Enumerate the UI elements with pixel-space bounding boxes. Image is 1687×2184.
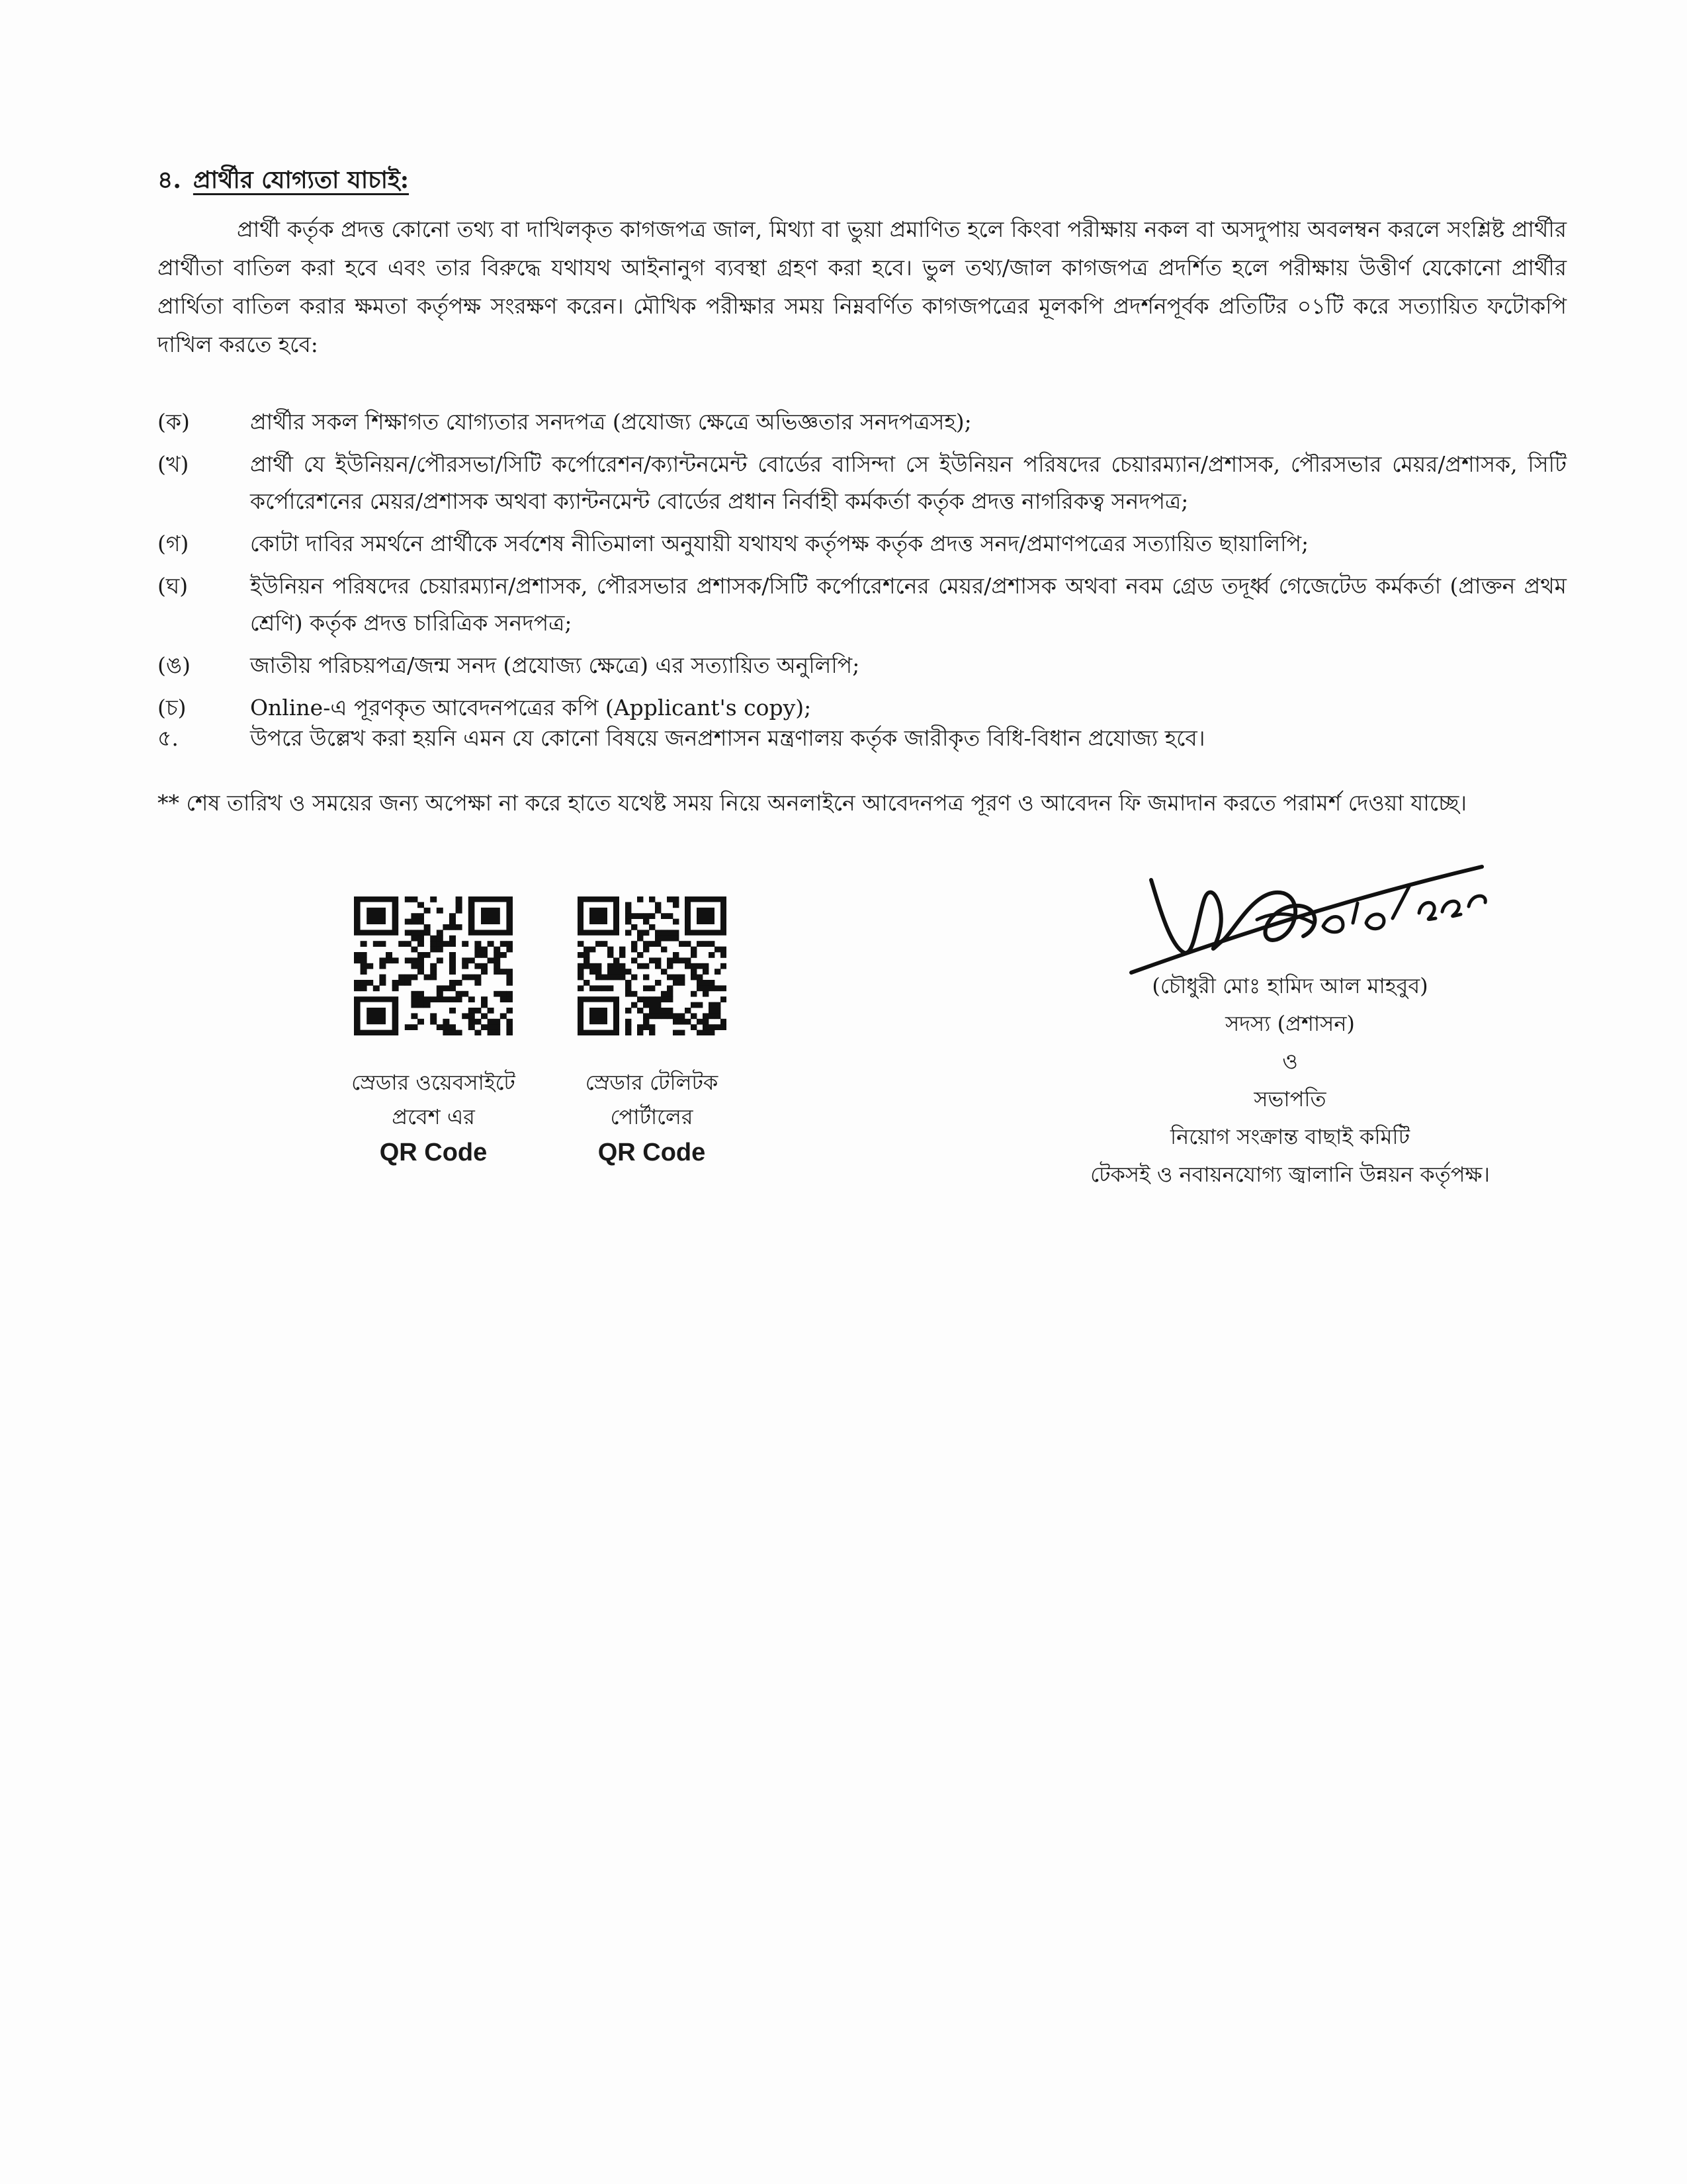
qr-caption-line: পোর্টালের [610,1104,693,1129]
list-item-text: ইউনিয়ন পরিষদের চেয়ারম্যান/প্রশাসক, পৌরসভার প্রশাসক/সিটি কর্পোরেশনের মেয়র/প্রশাসক অথবা নবম গ্রেড তদূর্ধ্ব গেজেটেড কর্মকর্তা (প্রাক্তন প্রথম শ্রেণি) কর্তৃক প্রদত্ত চারিত্রিক সনদপত্র; [250,573,1567,636]
section-5-number: ৫. [157,725,179,751]
section-4-title: প্রার্থীর যোগ্যতা যাচাই: [193,166,410,194]
list-item [157,647,1567,684]
qr-code-icon[interactable] [578,896,726,1035]
qr-caption-line: স্রেডার টেলিটক [585,1070,718,1095]
list-item-text: Online-এ পূরণকৃত আবেদনপত্রের কপি (Applicant's copy); [250,695,812,721]
list-item [157,568,1567,642]
list-item [157,446,1567,520]
signature-icon [1125,840,1495,979]
list-item-mark: (ঘ) [157,573,189,599]
signatory-role: সভাপতি [1254,1086,1326,1112]
section-5 [157,720,1567,757]
advice-note: ** শেষ তারিখ ও সময়ের জন্য অপেক্ষা না করে হাতে যথেষ্ট সময় নিয়ে অনলাইনে আবেদনপত্র পূরণ ও আবেদন ফি জমাদান করতে পরামর্শ দেওয়া যাচ্ছে। [157,790,1467,816]
list-item-text: জাতীয় পরিচয়পত্র/জন্ম সনদ (প্রযোজ্য ক্ষেত্রে) এর সত্যায়িত অনুলিপি; [250,652,860,678]
list-item [157,525,1567,562]
signatory-name: (চৌধুরী মোঃ হামিদ আল মাহবুব) [1152,973,1428,998]
list-item-mark: (চ) [157,695,187,721]
section-5-text: উপরে উল্লেখ করা হয়নি এমন যে কোনো বিষয়ে জনপ্রশাসন মন্ত্রণালয় কর্তৃক জারীকৃত বিধি-বিধান প্রযোজ্য হবে। [250,725,1205,751]
signatory-block [992,967,1588,1194]
signatory-conjunction: ও [1282,1049,1298,1074]
list-item-text: প্রার্থীর সকল শিক্ষাগত যোগ্যতার সনদপত্র (প্রযোজ্য ক্ষেত্রে অভিজ্ঞতার সনদপত্রসহ); [250,409,972,435]
list-item-mark: (খ) [157,451,189,477]
signatory-committee: নিয়োগ সংক্রান্ত বাছাই কমিটি [1170,1124,1410,1149]
qr-caption-line: স্রেডার ওয়েবসাইটে [351,1070,515,1095]
qr-caption [334,1065,533,1171]
qr-caption-line: প্রবেশ এর [392,1104,475,1129]
section-4-heading [157,162,409,202]
list-item-text: কোটা দাবির সমর্থনে প্রার্থীকে সর্বশেষ নীতিমালা অনুযায়ী যথাযথ কর্তৃপক্ষ কর্তৃক প্রদত্ত সনদ/প্রমাণপত্রের সত্যায়িত ছায়ালিপি; [250,531,1309,556]
list-item-mark: (ক) [157,409,190,435]
qr-code-icon[interactable] [354,896,513,1035]
qr-caption [552,1065,751,1171]
list-item-mark: (ঙ) [157,652,191,678]
list-item-text: প্রার্থী যে ইউনিয়ন/পৌরসভা/সিটি কর্পোরেশন/ক্যান্টনমেন্ট বোর্ডের বাসিন্দা সে ইউনিয়ন পরিষদের চেয়ারম্যান/প্রশাসক, পৌরসভার মেয়র/প্রশাসক, সিটি কর্পোরেশনের মেয়র/প্রশাসক অথবা ক্যান্টনমেন্ট বোর্ডের প্রধান নির্বাহী কর্মকর্তা কর্তৃক প্রদত্ত নাগরিকত্ব সনদপত্র; [250,451,1567,514]
qr-teletalk [552,896,751,1171]
document-list [157,404,1567,726]
qr-code-label: QR Code [379,1139,488,1166]
qr-website [334,896,533,1171]
list-item-mark: (গ) [157,531,189,556]
section-4-number: ৪. [157,166,181,194]
list-item [157,404,1567,441]
signatory-organization: টেকসই ও নবায়নযোগ্য জ্বালানি উন্নয়ন কর্তৃপক্ষ। [1090,1162,1490,1187]
signatory-designation: সদস্য (প্রশাসন) [1225,1011,1355,1036]
qr-code-label: QR Code [597,1139,706,1166]
section-4-paragraph: প্রার্থী কর্তৃক প্রদত্ত কোনো তথ্য বা দাখিলকৃত কাগজপত্র জাল, মিথ্যা বা ভুয়া প্রমাণিত হলে কিংবা পরীক্ষায় নকল বা অসদুপায় অবলম্বন করলে সংশ্লিষ্ট প্রার্থীর প্রার্থীতা বাতিল করা হবে এবং তার বিরুদ্ধে যথাযথ আইনানুগ ব্যবস্থা গ্রহণ করা হবে। ভুল তথ্য/জাল কাগজপত্র প্রদর্শিত হলে পরীক্ষায় উত্তীর্ণ যেকোনো প্রার্থীর প্রার্থিতা বাতিল করার ক্ষমতা কর্তৃপক্ষ সংরক্ষণ করেন। মৌখিক পরীক্ষার সময় নিম্নবর্ণিত কাগজপত্রের মূলকপি প্রদর্শনপূর্বক প্রতিটির ০১টি করে সত্যায়িত ফটোকপি দাখিল করতে হবে: [157,216,1567,357]
